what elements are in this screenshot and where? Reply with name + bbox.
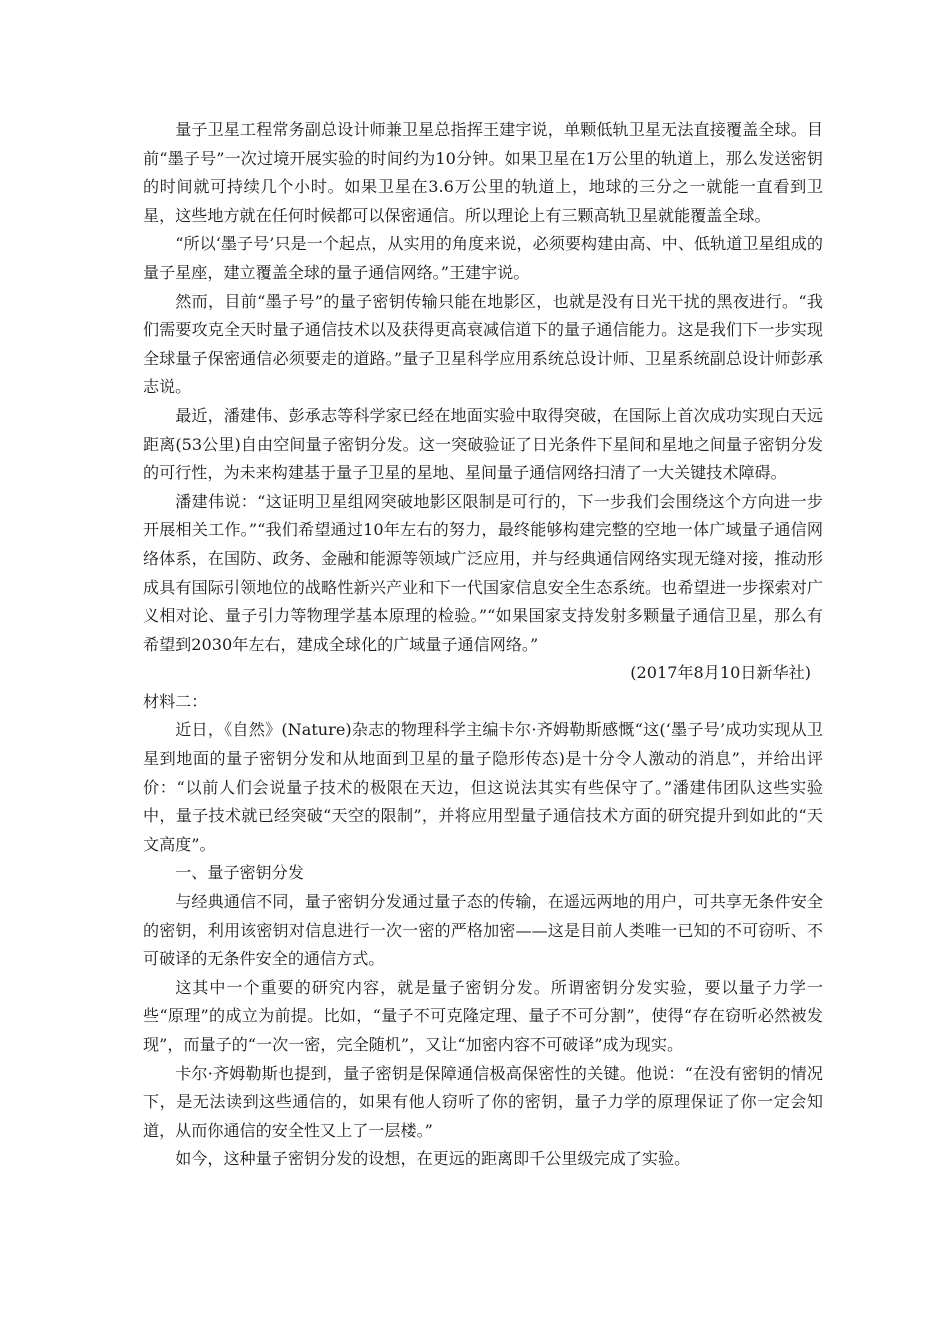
subheading: 一、量子密钥分发 bbox=[175, 863, 304, 883]
paragraph: 潘建伟说：“这证明卫星组网突破地影区限制是可行的，下一步我们会围绕这个方向进一步开展相关工作。”“我们希望通过10年左右的努力，最终能够构建完整的空地一体广域量子通信网络体系，在国防、政务、金融和能源等领域广泛应用，并与经典通信网络实现无缝对接，推动形成具有国际引领地位的战略性新兴产业和下一代国家信息安全生态系统。也希望进一步探索对广义相对论、量子引力等物理学基本原理的检验。”“如果国家支持发射多颗量子通信卫星，那么有希望到2030年左右，建成全球化的广域量子通信网络。” bbox=[143, 491, 823, 654]
source-citation: (2017年8月10日新华社) bbox=[630, 663, 811, 683]
paragraph: 如今，这种量子密钥分发的设想，在更远的距离即千公里级完成了实验。 bbox=[175, 1149, 691, 1169]
paragraph: 卡尔·齐姆勒斯也提到，量子密钥是保障通信极高保密性的关键。他说：“在没有密钥的情况下，是无法读到这些通信的，如果有他人窃听了你的密钥，量子力学的原理保证了你一定会知道，从而你通信的安全性又上了一层楼。” bbox=[143, 1063, 823, 1140]
paragraph: 与经典通信不同，量子密钥分发通过量子态的传输，在遥远两地的用户，可共享无条件安全的密钥，利用该密钥对信息进行一次一密的严格加密——这是目前人类唯一已知的不可窃听、不可破译的无条件安全的通信方式。 bbox=[143, 892, 823, 969]
paragraph: 最近，潘建伟、彭承志等科学家已经在地面实验中取得突破，在国际上首次成功实现白天远距离(53公里)自由空间量子密钥分发。这一突破验证了日光条件下星间和星地之间量子密钥分发的可行性，为未来构建基于量子卫星的星地、星间量子通信网络扫清了一大关键技术障碍。 bbox=[143, 405, 823, 483]
paragraph: “所以‘墨子号’只是一个起点，从实用的角度来说，必须要构建由高、中、低轨道卫星组成的量子星座，建立覆盖全球的量子通信网络。”王建宇说。 bbox=[143, 234, 823, 282]
document-page bbox=[143, 116, 823, 1174]
paragraph: 近日，《自然》(Nature)杂志的物理科学主编卡尔·齐姆勒斯感慨“这(‘墨子号’成功实现从卫星到地面的量子密钥分发和从地面到卫星的量子隐形传态)是十分令人激动的消息”，并给出评价：“以前人们会说量子技术的极限在天边，但这说法其实有些保守了。”潘建伟团队这些实验中，量子技术就已经突破“天空的限制”，并将应用型量子通信技术方面的研究提升到如此的“天文高度”。 bbox=[143, 720, 823, 854]
paragraph: 量子卫星工程常务副总设计师兼卫星总指挥王建宇说，单颗低轨卫星无法直接覆盖全球。目前“墨子号”一次过境开展实验的时间约为10分钟。如果卫星在1万公里的轨道上，那么发送密钥的时间就可持续几个小时。如果卫星在3.6万公里的轨道上，地球的三分之一就能一直看到卫星，这些地方就在任何时候都可以保密通信。所以理论上有三颗高轨卫星就能覆盖全球。 bbox=[143, 120, 823, 225]
section-label: 材料二： bbox=[143, 691, 208, 711]
paragraph: 然而，目前“墨子号”的量子密钥传输只能在地影区，也就是没有日光干扰的黑夜进行。“我们需要攻克全天时量子通信技术以及获得更高衰减信道下的量子通信能力。这是我们下一步实现全球量子保密通信必须要走的道路。”量子卫星科学应用系统总设计师、卫星系统副总设计师彭承志说。 bbox=[143, 291, 823, 397]
paragraph: 这其中一个重要的研究内容，就是量子密钥分发。所谓密钥分发实验，要以量子力学一些“原理”的成立为前提。比如，“量子不可克隆定理、量子不可分割”，使得“存在窃听必然被发现”，而量子的“一次一密，完全随机”，又让“加密内容不可破译”成为现实。 bbox=[143, 977, 823, 1054]
